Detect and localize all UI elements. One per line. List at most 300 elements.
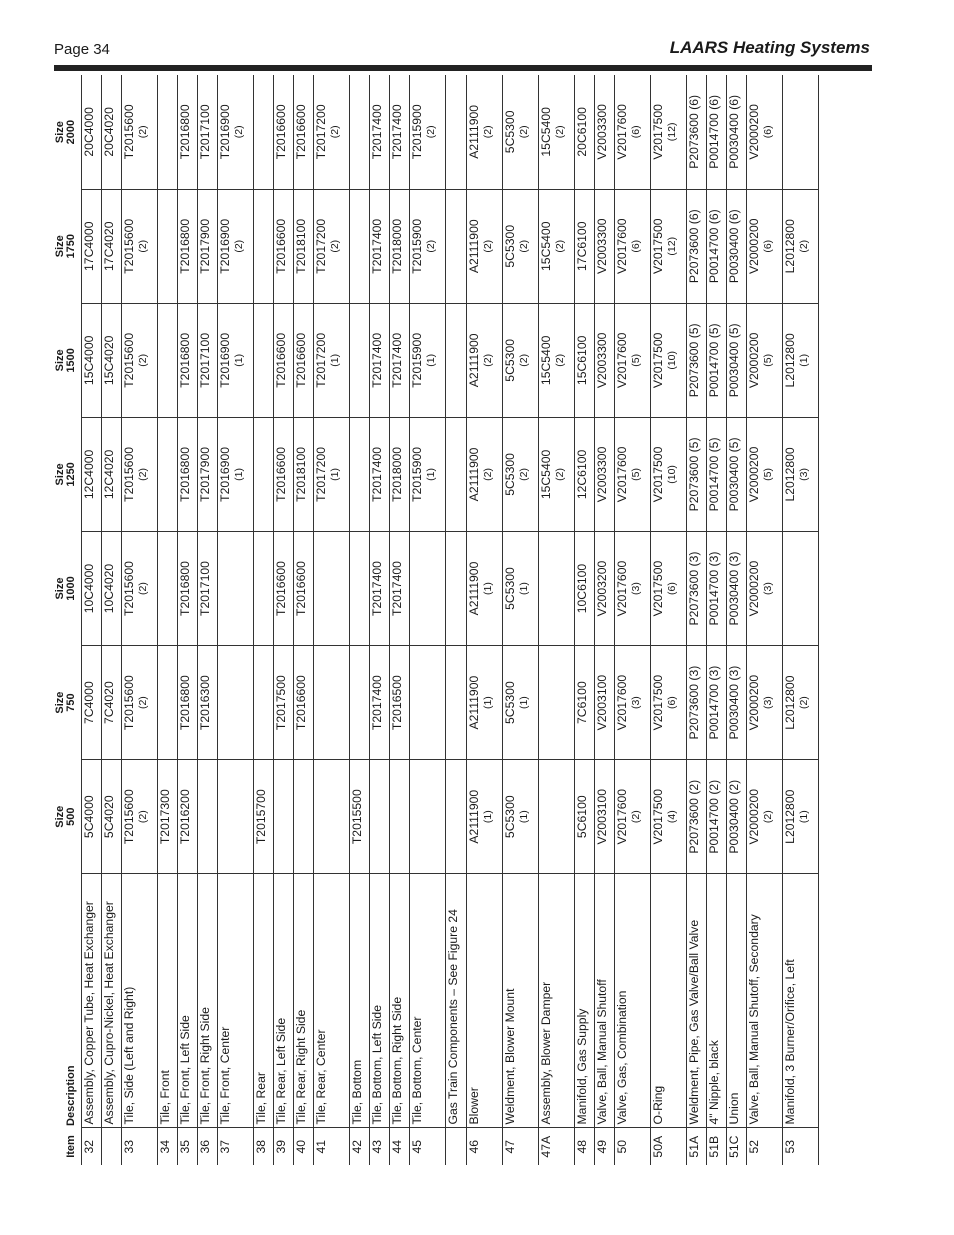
part-number-cell: [410, 303, 446, 417]
part-number: T2016800: [178, 446, 192, 502]
part-quantity: (1): [233, 468, 245, 481]
part-number: T2017400: [390, 561, 404, 616]
part-number-cell: [783, 531, 819, 645]
part-number: T2017100: [198, 104, 212, 160]
item-description: Manifold, 3 Burner/Orifice, Left: [783, 874, 819, 1128]
part-number: P0030400 (5): [727, 323, 741, 398]
part-number-cell: [218, 75, 254, 189]
part-number: P2073600 (2): [687, 779, 701, 854]
part-number-cell: [783, 760, 819, 874]
section-heading: Gas Train Components – See Figure 24: [446, 874, 467, 1128]
table-row: [82, 75, 102, 1165]
part-number-cell: [198, 531, 218, 645]
part-number: T2016900: [218, 104, 232, 160]
part-number: 17C4020: [102, 221, 116, 271]
part-number-cell: [687, 417, 707, 531]
table-row: [314, 75, 350, 1165]
part-number-cell: [218, 303, 254, 417]
part-number-cell: [102, 189, 122, 303]
part-number: V2003300: [595, 332, 609, 389]
part-number: T2015900: [410, 446, 424, 502]
part-number-cell: [350, 303, 370, 417]
part-number-cell: [503, 303, 539, 417]
part-number-cell: [651, 646, 687, 760]
part-number-cell: [102, 303, 122, 417]
part-quantity: (1): [482, 810, 494, 824]
part-number: T2015500: [350, 789, 364, 845]
part-number: V2017600: [615, 674, 629, 731]
part-number-cell: [102, 75, 122, 189]
part-number: L2012800: [783, 789, 797, 844]
part-number: T2015600: [122, 446, 136, 502]
part-number-cell: [390, 189, 410, 303]
part-number-cell: [747, 417, 783, 531]
part-number-cell: [410, 760, 446, 874]
part-number-cell: [783, 417, 819, 531]
part-number-cell: [218, 646, 254, 760]
part-number: V2003100: [595, 674, 609, 731]
part-number-cell: [122, 189, 158, 303]
item-description: Assembly, Blower Damper: [539, 874, 575, 1128]
part-number-cell: [503, 189, 539, 303]
part-number: P0014700 (5): [707, 437, 721, 512]
item-description: Tile, Rear, Left Side: [274, 874, 294, 1128]
part-number: T2016800: [178, 332, 192, 388]
part-number: T2017200: [314, 332, 328, 388]
item-description: 4" Nipple, black: [707, 874, 727, 1128]
part-number: P2073600 (3): [687, 665, 701, 740]
part-number-cell: [122, 531, 158, 645]
item-description: Blower: [467, 874, 503, 1128]
item-number: 37: [218, 1139, 232, 1154]
part-number: 20C4020: [102, 107, 116, 157]
part-number: 12C4000: [82, 449, 96, 500]
part-number: A2111900: [467, 447, 481, 502]
part-number: T2017400: [370, 561, 384, 616]
item-description: Assembly, Cupro-Nickel, Heat Exchanger: [102, 874, 122, 1128]
table-row: [178, 75, 198, 1165]
item-description: O-Ring: [651, 874, 687, 1128]
part-quantity: (2): [425, 125, 437, 139]
part-number-cell: [350, 417, 370, 531]
part-quantity: (12): [666, 236, 678, 256]
part-number-cell: [615, 189, 651, 303]
part-number-cell: [595, 417, 615, 531]
part-number-cell: [82, 303, 102, 417]
part-number-cell: [274, 75, 294, 189]
part-number: T2017400: [390, 332, 404, 388]
part-number: T2017400: [370, 218, 384, 274]
part-number-cell: [410, 646, 446, 760]
part-number: P0030400 (6): [727, 94, 741, 169]
part-number: 15C5400: [539, 107, 553, 157]
part-number-cell: [102, 417, 122, 531]
part-number-cell: [615, 760, 651, 874]
part-quantity: (2): [137, 810, 149, 824]
part-quantity: (2): [518, 353, 530, 367]
part-number-cell: [687, 531, 707, 645]
part-quantity: (2): [137, 696, 149, 710]
part-number-cell: [503, 760, 539, 874]
part-number-cell: [410, 417, 446, 531]
part-number: T2016600: [274, 218, 288, 274]
part-number: T2016600: [274, 446, 288, 502]
column-header-size-1750: Size 1750: [53, 234, 78, 259]
part-number-cell: [254, 189, 274, 303]
item-description: Union: [727, 874, 747, 1128]
part-number-cell: [687, 646, 707, 760]
part-number-cell: [467, 75, 503, 189]
part-number: 5C5300: [503, 110, 517, 154]
part-number: T2017100: [198, 332, 212, 388]
part-number: T2017200: [314, 218, 328, 274]
part-number-cell: [467, 760, 503, 874]
part-number: 5C5300: [503, 681, 517, 724]
part-number: A2111900: [467, 561, 481, 616]
part-quantity: (1): [425, 468, 437, 481]
part-quantity: (2): [137, 468, 149, 481]
part-number-cell: [446, 75, 467, 189]
item-number: 45: [410, 1139, 424, 1154]
part-quantity: (2): [137, 582, 149, 595]
part-quantity: (2): [425, 239, 437, 253]
part-number-cell: [503, 417, 539, 531]
part-number: V2000200: [747, 332, 761, 389]
part-number-cell: [274, 303, 294, 417]
part-number-cell: [350, 531, 370, 645]
part-number-cell: [158, 75, 178, 189]
table-row: [727, 75, 747, 1165]
part-number: V2017600: [615, 218, 629, 275]
table-row: [467, 75, 503, 1165]
table-body: [82, 75, 819, 1165]
item-number: 53: [783, 1139, 797, 1154]
part-number-cell: [783, 189, 819, 303]
part-number-cell: [595, 760, 615, 874]
part-number-cell: [294, 417, 314, 531]
item-description: Tile, Rear: [254, 874, 274, 1128]
part-number-cell: [707, 75, 727, 189]
part-number-cell: [615, 75, 651, 189]
part-number: P2073600 (5): [687, 437, 701, 512]
part-number: V2000200: [747, 104, 761, 160]
part-number: V2000200: [747, 218, 761, 275]
part-number-cell: [370, 75, 390, 189]
part-number: 5C5300: [503, 453, 517, 496]
part-number-cell: [651, 303, 687, 417]
part-quantity: (2): [554, 468, 566, 481]
part-number-cell: [446, 189, 467, 303]
part-number-cell: [575, 531, 595, 645]
part-number-cell: [615, 417, 651, 531]
part-number-cell: [651, 417, 687, 531]
part-number: 5C5300: [503, 224, 517, 268]
part-number: T2015600: [122, 561, 136, 616]
item-number: 33: [122, 1139, 136, 1154]
part-number: T2016600: [274, 561, 288, 616]
part-number-cell: [615, 531, 651, 645]
part-number-cell: [727, 75, 747, 189]
part-number-cell: [687, 760, 707, 874]
part-number: V2000200: [747, 788, 761, 845]
item-description: Tile, Front, Center: [218, 874, 254, 1128]
part-number-cell: [314, 417, 350, 531]
item-description: Tile, Front: [158, 874, 178, 1128]
part-quantity: (2): [762, 810, 774, 824]
part-number: V2017500: [651, 218, 665, 275]
part-number-cell: [178, 189, 198, 303]
part-number-cell: [539, 189, 575, 303]
table-row: [446, 75, 467, 1165]
part-number-cell: [122, 303, 158, 417]
part-number-cell: [390, 646, 410, 760]
part-number: P2073600 (6): [687, 94, 701, 169]
part-number: L2012800: [783, 447, 797, 502]
parts-table: [52, 75, 819, 1165]
part-number: T2018000: [390, 446, 404, 502]
part-number-cell: [254, 760, 274, 874]
table-row: [294, 75, 314, 1165]
part-number-cell: [467, 189, 503, 303]
part-number-cell: [747, 303, 783, 417]
part-number: T2016900: [218, 332, 232, 388]
part-number: 7C4000: [82, 681, 96, 724]
part-number: P0014700 (2): [707, 779, 721, 854]
part-number-cell: [314, 646, 350, 760]
item-description: Tile, Bottom: [350, 874, 370, 1128]
part-number-cell: [575, 417, 595, 531]
part-quantity: (1): [233, 353, 245, 367]
item-number: 44: [390, 1139, 404, 1154]
part-number: L2012800: [783, 219, 797, 274]
item-number: 51A: [687, 1135, 701, 1158]
item-description: Tile, Rear, Right Side: [294, 874, 314, 1128]
table-row: [350, 75, 370, 1165]
part-quantity: (3): [762, 696, 774, 710]
item-number: 51C: [727, 1135, 741, 1158]
part-number: P0014700 (5): [707, 323, 721, 398]
item-number: 52: [747, 1139, 761, 1154]
part-number: T2016800: [178, 675, 192, 731]
part-quantity: (2): [798, 696, 810, 710]
part-number-cell: [410, 189, 446, 303]
part-number-cell: [314, 760, 350, 874]
part-number: 10C4000: [82, 563, 96, 614]
column-header-size-500: Size 500: [53, 805, 78, 828]
part-number-cell: [158, 303, 178, 417]
part-quantity: (1): [798, 810, 810, 824]
part-number-cell: [747, 760, 783, 874]
part-number-cell: [707, 189, 727, 303]
part-number: 12C4020: [102, 449, 116, 500]
part-quantity: (2): [137, 239, 149, 253]
part-number: P0030400 (2): [727, 779, 741, 854]
part-number-cell: [198, 303, 218, 417]
part-number: 20C4000: [82, 107, 96, 157]
part-quantity: (2): [518, 125, 530, 139]
part-number: T2017900: [198, 218, 212, 274]
item-description: Tile, Side (Left and Right): [122, 874, 158, 1128]
part-number-cell: [178, 531, 198, 645]
part-number: T2016600: [274, 104, 288, 160]
part-number: 15C4000: [82, 335, 96, 386]
part-number: T2017300: [158, 789, 172, 845]
part-number: 7C4020: [102, 681, 116, 724]
part-number-cell: [370, 531, 390, 645]
part-number: T2016800: [178, 218, 192, 274]
part-number: V2000200: [747, 560, 761, 617]
part-number-cell: [274, 646, 294, 760]
item-description: Tile, Front, Right Side: [198, 874, 218, 1128]
part-number-cell: [198, 646, 218, 760]
item-number: 38: [254, 1139, 268, 1154]
part-number-cell: [294, 189, 314, 303]
part-number-cell: [82, 417, 102, 531]
item-number: 46: [467, 1139, 481, 1154]
item-description: Weldment, Blower Mount: [503, 874, 539, 1128]
part-number: V2017600: [615, 560, 629, 617]
part-number: T2017400: [370, 332, 384, 388]
part-number-cell: [727, 303, 747, 417]
part-quantity: (6): [666, 582, 678, 595]
part-number-cell: [503, 646, 539, 760]
part-quantity: (6): [762, 125, 774, 139]
part-number-cell: [747, 189, 783, 303]
part-number-cell: [198, 417, 218, 531]
part-number: P0014700 (6): [707, 94, 721, 169]
part-number: T2015600: [122, 104, 136, 160]
part-quantity: (12): [666, 122, 678, 142]
item-number: 49: [595, 1139, 609, 1154]
part-number: P0030400 (3): [727, 551, 741, 626]
part-quantity: (5): [762, 468, 774, 481]
item-number: [102, 1128, 122, 1165]
part-quantity: (2): [482, 353, 494, 367]
part-number-cell: [727, 646, 747, 760]
part-number-cell: [707, 646, 727, 760]
table-row: [707, 75, 727, 1165]
part-quantity: (2): [554, 353, 566, 367]
part-number: 17C6100: [575, 221, 589, 271]
part-number-cell: [687, 303, 707, 417]
part-number-cell: [707, 531, 727, 645]
part-quantity: (2): [554, 125, 566, 139]
table-row: [503, 75, 539, 1165]
part-number-cell: [82, 760, 102, 874]
part-number-cell: [467, 531, 503, 645]
part-number-cell: [274, 417, 294, 531]
part-number-cell: [446, 417, 467, 531]
part-number: A2111900: [467, 789, 481, 844]
part-number-cell: [446, 646, 467, 760]
part-quantity: (6): [666, 696, 678, 710]
item-number: 41: [314, 1139, 328, 1154]
item-description: Valve, Gas, Combination: [615, 874, 651, 1128]
part-number-cell: [294, 531, 314, 645]
item-description: Valve, Ball, Manual Shutoff: [595, 874, 615, 1128]
part-number: 20C6100: [575, 107, 589, 157]
item-description: Tile, Bottom, Right Side: [390, 874, 410, 1128]
column-header-size-1000: Size 1000: [53, 576, 78, 601]
part-number-cell: [350, 75, 370, 189]
part-number: L2012800: [783, 333, 797, 388]
part-number-cell: [370, 417, 390, 531]
part-number: 5C5300: [503, 567, 517, 610]
part-number: P0030400 (6): [727, 209, 741, 284]
part-number-cell: [274, 531, 294, 645]
part-number: V2003300: [595, 218, 609, 275]
part-number-cell: [370, 646, 390, 760]
part-number: P0030400 (5): [727, 437, 741, 512]
part-number-cell: [158, 189, 178, 303]
part-number: V2017500: [651, 674, 665, 731]
part-number: V2017600: [615, 332, 629, 389]
part-number-cell: [503, 531, 539, 645]
part-number: 5C5300: [503, 795, 517, 839]
part-number-cell: [595, 303, 615, 417]
item-number: 39: [274, 1139, 288, 1154]
part-number: V2017500: [651, 104, 665, 160]
part-quantity: (3): [798, 468, 810, 481]
part-number-cell: [595, 75, 615, 189]
brand-title: LAARS Heating Systems: [669, 38, 870, 57]
part-number-cell: [539, 760, 575, 874]
item-description: Tile, Rear, Center: [314, 874, 350, 1128]
part-number-cell: [446, 303, 467, 417]
part-number-cell: [178, 760, 198, 874]
part-number-cell: [390, 75, 410, 189]
part-number: V2017500: [651, 446, 665, 503]
table-row: [615, 75, 651, 1165]
part-number: T2015900: [410, 332, 424, 388]
part-number-cell: [370, 189, 390, 303]
part-number-cell: [102, 531, 122, 645]
part-number-cell: [370, 760, 390, 874]
part-number-cell: [539, 531, 575, 645]
table-row: [539, 75, 575, 1165]
part-number-cell: [687, 75, 707, 189]
item-description: Manifold, Gas Supply: [575, 874, 595, 1128]
part-number: T2016300: [198, 675, 212, 731]
part-number-cell: [727, 531, 747, 645]
part-number: 10C4020: [102, 563, 116, 614]
part-number: T2015900: [410, 104, 424, 160]
table-row: [254, 75, 274, 1165]
part-quantity: (6): [762, 239, 774, 253]
part-number: T2016900: [218, 446, 232, 502]
part-number-cell: [178, 646, 198, 760]
part-number: 15C6100: [575, 335, 589, 386]
item-number: 48: [575, 1139, 589, 1154]
part-number-cell: [350, 760, 370, 874]
part-number-cell: [370, 303, 390, 417]
part-number-cell: [539, 303, 575, 417]
item-number: 50A: [651, 1135, 665, 1158]
part-number: T2016900: [218, 218, 232, 274]
part-number: V2017600: [615, 104, 629, 160]
column-header-item: Item: [65, 1135, 78, 1158]
item-description: Valve, Ball, Manual Shutoff, Secondary: [747, 874, 783, 1128]
part-number-cell: [467, 303, 503, 417]
part-number-cell: [539, 417, 575, 531]
header-rule: [54, 65, 872, 71]
part-number-cell: [82, 531, 102, 645]
item-number: 36: [198, 1139, 212, 1154]
part-number: V2017500: [651, 332, 665, 389]
part-number-cell: [615, 646, 651, 760]
part-number: T2017400: [370, 446, 384, 502]
part-number: T2015600: [122, 675, 136, 731]
